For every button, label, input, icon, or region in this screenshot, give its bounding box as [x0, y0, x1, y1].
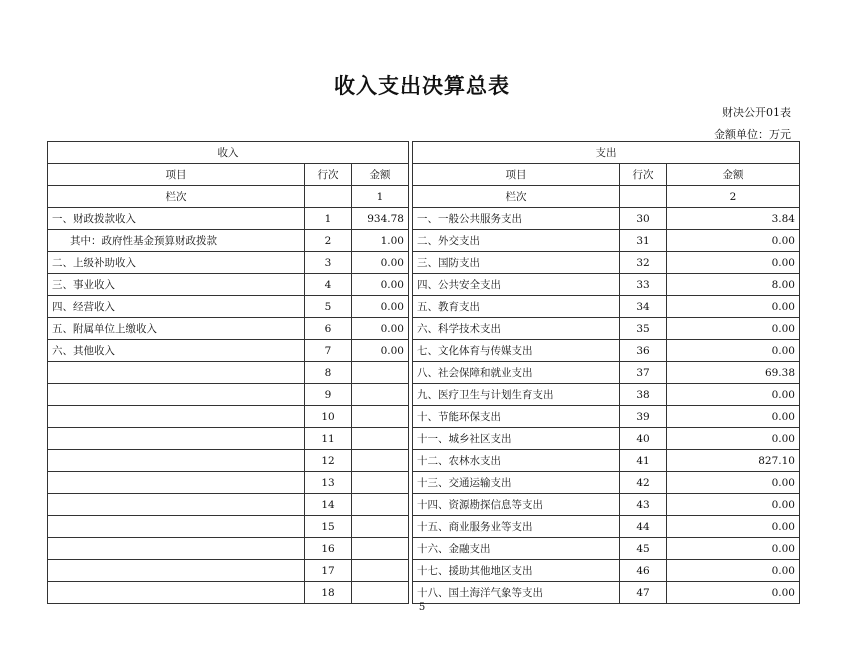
table-row [48, 384, 800, 406]
income-amount-cell: 0.00 [352, 252, 409, 274]
expense-row-no-cell: 44 [620, 516, 667, 538]
expense-item-cell: 二、外交支出 [413, 230, 620, 252]
expense-amount-cell: 0.00 [667, 384, 800, 406]
income-row-no-cell: 11 [305, 428, 352, 450]
table-row [48, 274, 800, 296]
income-item-cell: 一、财政拨款收入 [48, 208, 305, 230]
table-row [48, 494, 800, 516]
column-number-row [48, 186, 800, 208]
expense-item-cell: 十、节能环保支出 [413, 406, 620, 428]
expense-item-header: 项目 [413, 164, 620, 186]
income-item-cell: 五、附属单位上缴收入 [48, 318, 305, 340]
income-row-no-header: 行次 [305, 164, 352, 186]
expense-section-header: 支出 [413, 142, 800, 164]
income-item-header: 项目 [48, 164, 305, 186]
expense-amount-cell: 0.00 [667, 340, 800, 362]
income-amount-cell: 1.00 [352, 230, 409, 252]
column-header-row [48, 164, 800, 186]
income-column-blank [305, 186, 352, 208]
expense-item-cell: 十七、援助其他地区支出 [413, 560, 620, 582]
expense-amount-cell: 3.84 [667, 208, 800, 230]
income-item-cell [48, 384, 305, 406]
income-row-no-cell: 18 [305, 582, 352, 604]
expense-amount-cell: 0.00 [667, 230, 800, 252]
table-row [48, 428, 800, 450]
expense-row-no-cell: 31 [620, 230, 667, 252]
income-amount-cell [352, 516, 409, 538]
expense-amount-cell: 0.00 [667, 252, 800, 274]
expense-item-cell: 四、公共安全支出 [413, 274, 620, 296]
income-amount-cell: 0.00 [352, 296, 409, 318]
expense-row-no-cell: 30 [620, 208, 667, 230]
income-item-cell [48, 362, 305, 384]
expense-item-cell: 十三、交通运输支出 [413, 472, 620, 494]
income-item-cell: 四、经营收入 [48, 296, 305, 318]
income-row-no-cell: 1 [305, 208, 352, 230]
expense-amount-cell: 69.38 [667, 362, 800, 384]
expense-row-no-cell: 45 [620, 538, 667, 560]
income-amount-header: 金额 [352, 164, 409, 186]
income-amount-cell: 0.00 [352, 274, 409, 296]
expense-amount-cell: 0.00 [667, 472, 800, 494]
expense-row-no-cell: 36 [620, 340, 667, 362]
expense-amount-cell: 0.00 [667, 582, 800, 604]
table-row [48, 406, 800, 428]
table-row [48, 318, 800, 340]
table-row [48, 296, 800, 318]
expense-item-cell: 十五、商业服务业等支出 [413, 516, 620, 538]
expense-row-no-cell: 41 [620, 450, 667, 472]
expense-row-no-header: 行次 [620, 164, 667, 186]
income-amount-cell [352, 362, 409, 384]
table-row [48, 362, 800, 384]
expense-row-no-cell: 34 [620, 296, 667, 318]
table-row [48, 516, 800, 538]
income-row-no-cell: 7 [305, 340, 352, 362]
expense-row-no-cell: 46 [620, 560, 667, 582]
income-item-cell [48, 516, 305, 538]
income-row-no-cell: 14 [305, 494, 352, 516]
expense-column-label: 栏次 [413, 186, 620, 208]
income-row-no-cell: 10 [305, 406, 352, 428]
table-row [48, 340, 800, 362]
expense-column-number: 2 [667, 186, 800, 208]
expense-item-cell: 十六、金融支出 [413, 538, 620, 560]
expense-column-blank [620, 186, 667, 208]
expense-row-no-cell: 33 [620, 274, 667, 296]
income-item-cell [48, 406, 305, 428]
income-amount-cell [352, 494, 409, 516]
expense-amount-cell: 0.00 [667, 318, 800, 340]
income-section-header: 收入 [48, 142, 409, 164]
income-row-no-cell: 2 [305, 230, 352, 252]
income-row-no-cell: 13 [305, 472, 352, 494]
expense-row-no-cell: 39 [620, 406, 667, 428]
income-row-no-cell: 5 [305, 296, 352, 318]
expense-row-no-cell: 42 [620, 472, 667, 494]
income-item-cell: 三、事业收入 [48, 274, 305, 296]
page-number: 5 [418, 602, 426, 613]
expense-item-cell: 五、教育支出 [413, 296, 620, 318]
expense-amount-cell: 0.00 [667, 538, 800, 560]
table-row [48, 538, 800, 560]
income-row-no-cell: 8 [305, 362, 352, 384]
expense-item-cell: 十八、国土海洋气象等支出 [413, 582, 620, 604]
income-amount-cell [352, 538, 409, 560]
income-column-label: 栏次 [48, 186, 305, 208]
income-amount-cell: 0.00 [352, 340, 409, 362]
expense-item-cell: 十一、城乡社区支出 [413, 428, 620, 450]
income-amount-cell: 934.78 [352, 208, 409, 230]
income-row-no-cell: 17 [305, 560, 352, 582]
expense-amount-cell: 8.00 [667, 274, 800, 296]
income-amount-cell [352, 582, 409, 604]
expense-row-no-cell: 32 [620, 252, 667, 274]
income-amount-cell [352, 472, 409, 494]
income-amount-cell [352, 560, 409, 582]
page-title: 收入支出决算总表 [334, 74, 510, 98]
amount-unit: 金额单位：万元 [714, 128, 791, 141]
expense-amount-cell: 0.00 [667, 516, 800, 538]
section-header-row [48, 142, 800, 164]
income-row-no-cell: 6 [305, 318, 352, 340]
income-row-no-cell: 3 [305, 252, 352, 274]
expense-amount-header: 金额 [667, 164, 800, 186]
expense-amount-cell: 0.00 [667, 296, 800, 318]
expense-item-cell: 八、社会保障和就业支出 [413, 362, 620, 384]
income-item-cell [48, 428, 305, 450]
table-row [48, 230, 800, 252]
table-row [48, 472, 800, 494]
income-row-no-cell: 9 [305, 384, 352, 406]
income-item-cell: 六、其他收入 [48, 340, 305, 362]
expense-row-no-cell: 47 [620, 582, 667, 604]
expense-item-cell: 三、国防支出 [413, 252, 620, 274]
income-row-no-cell: 12 [305, 450, 352, 472]
expense-row-no-cell: 43 [620, 494, 667, 516]
table-row [48, 252, 800, 274]
expense-item-cell: 九、医疗卫生与计划生育支出 [413, 384, 620, 406]
expense-row-no-cell: 37 [620, 362, 667, 384]
income-item-cell [48, 494, 305, 516]
expense-row-no-cell: 40 [620, 428, 667, 450]
expense-row-no-cell: 35 [620, 318, 667, 340]
income-item-cell [48, 538, 305, 560]
expense-amount-cell: 827.10 [667, 450, 800, 472]
income-item-cell: 二、上级补助收入 [48, 252, 305, 274]
expense-item-cell: 十四、资源勘探信息等支出 [413, 494, 620, 516]
table-row [48, 560, 800, 582]
income-item-cell [48, 450, 305, 472]
income-amount-cell [352, 428, 409, 450]
table-row [48, 582, 800, 604]
expense-item-cell: 十二、农林水支出 [413, 450, 620, 472]
income-amount-cell [352, 406, 409, 428]
expense-amount-cell: 0.00 [667, 494, 800, 516]
expense-amount-cell: 0.00 [667, 406, 800, 428]
income-item-cell [48, 582, 305, 604]
income-row-no-cell: 4 [305, 274, 352, 296]
income-amount-cell [352, 384, 409, 406]
income-row-no-cell: 15 [305, 516, 352, 538]
expense-item-cell: 一、一般公共服务支出 [413, 208, 620, 230]
expense-amount-cell: 0.00 [667, 428, 800, 450]
table-body [48, 208, 800, 604]
expense-item-cell: 七、文化体育与传媒支出 [413, 340, 620, 362]
income-column-number: 1 [352, 186, 409, 208]
table-row [48, 450, 800, 472]
income-item-cell: 其中：政府性基金预算财政拨款 [48, 230, 305, 252]
income-row-no-cell: 16 [305, 538, 352, 560]
income-item-cell [48, 560, 305, 582]
expense-item-cell: 六、科学技术支出 [413, 318, 620, 340]
expense-row-no-cell: 38 [620, 384, 667, 406]
income-amount-cell [352, 450, 409, 472]
expense-amount-cell: 0.00 [667, 560, 800, 582]
form-code: 财决公开01表 [722, 106, 791, 119]
income-expense-table [47, 141, 800, 604]
table-row [48, 208, 800, 230]
income-amount-cell: 0.00 [352, 318, 409, 340]
income-item-cell [48, 472, 305, 494]
